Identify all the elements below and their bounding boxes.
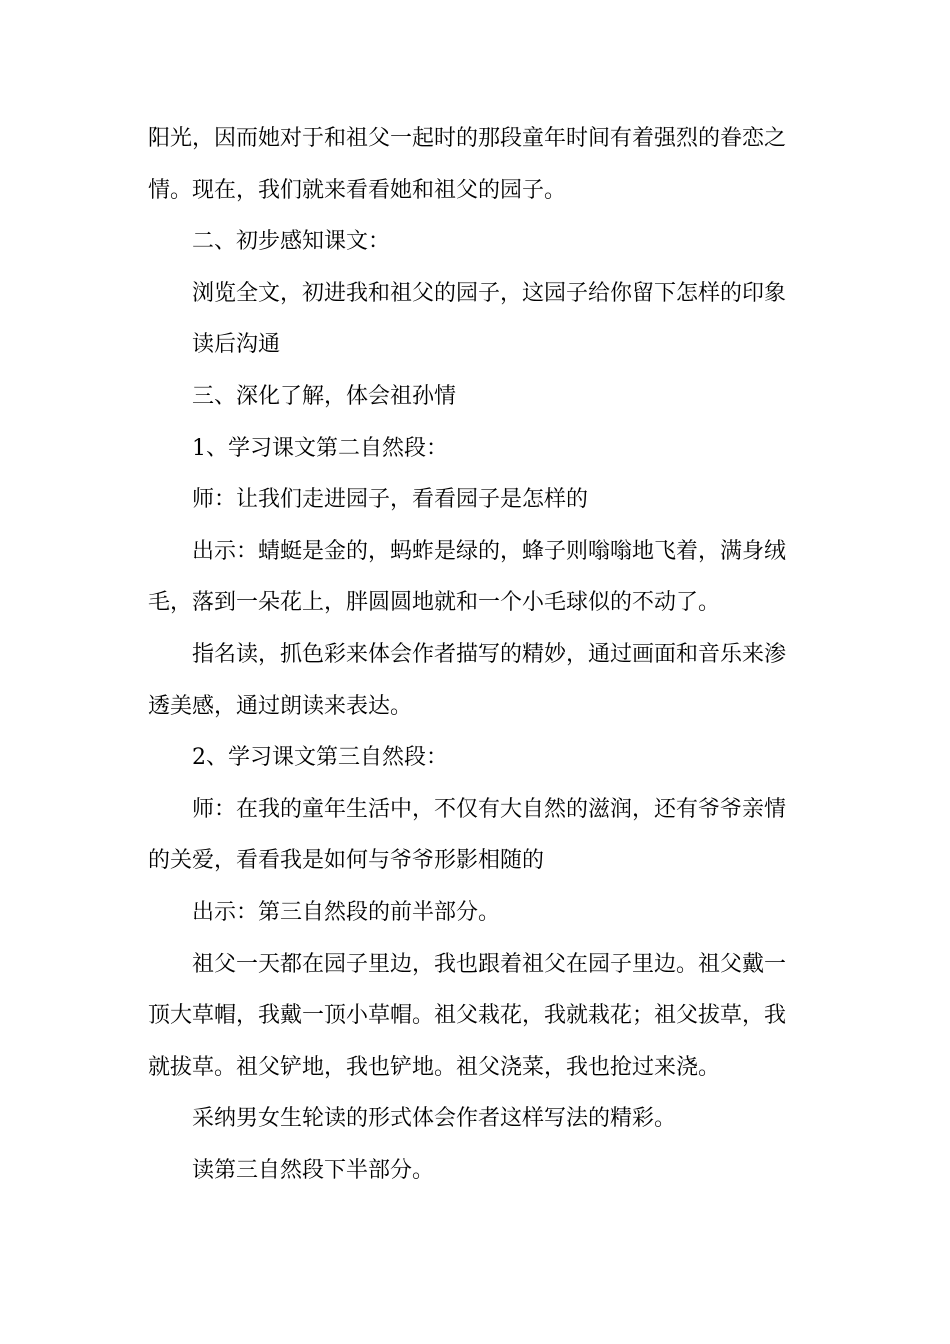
text-line: 出示：第三自然段的前半部分。 xyxy=(192,899,501,925)
subsection-heading: 1、学习课文第二自然段： xyxy=(192,435,448,461)
body-text xyxy=(148,113,796,1196)
text-line: 指名读，抓色彩来体会作者描写的精妙，通过画面和音乐来渗 xyxy=(192,641,787,667)
text-line: 采纳男女生轮读的形式体会作者这样写法的精彩。 xyxy=(192,1106,677,1132)
text-line: 师：在我的童年生活中，不仅有大自然的滋润，还有爷爷亲情 xyxy=(192,796,787,822)
section-heading: 三、深化了解，体会祖孙情 xyxy=(192,383,457,409)
text-line: 出示：蜻蜓是金的，蚂蚱是绿的，蜂子则嗡嗡地飞着，满身绒 xyxy=(192,538,787,564)
text-line: 情。现在，我们就来看看她和祖父的园子。 xyxy=(148,177,567,203)
text-line: 就拔草。祖父铲地，我也铲地。祖父浇菜，我也抢过来浇。 xyxy=(148,1054,721,1080)
text-line: 祖父一天都在园子里边，我也跟着祖父在园子里边。祖父戴一 xyxy=(192,951,787,977)
text-line: 读后沟通 xyxy=(192,332,281,358)
text-line: 顶大草帽，我戴一顶小草帽。祖父栽花，我就栽花；祖父拔草，我 xyxy=(148,1003,787,1029)
text-line: 毛，落到一朵花上，胖圆圆地就和一个小毛球似的不动了。 xyxy=(148,590,721,616)
text-line: 透美感，通过朗读来表达。 xyxy=(148,693,413,719)
text-line: 浏览全文，初进我和祖父的园子，这园子给你留下怎样的印象 xyxy=(192,280,787,306)
subsection-heading: 2、学习课文第三自然段： xyxy=(192,745,448,771)
section-heading: 二、初步感知课文： xyxy=(192,229,391,255)
text-line: 阳光，因而她对于和祖父一起时的那段童年时间有着强烈的眷恋之 xyxy=(148,126,787,151)
text-line: 的关爱，看看我是如何与爷爷形影相随的 xyxy=(148,848,545,874)
text-line: 师：让我们走进园子，看看园子是怎样的 xyxy=(192,487,589,513)
text-line: 读第三自然段下半部分。 xyxy=(192,1157,435,1183)
